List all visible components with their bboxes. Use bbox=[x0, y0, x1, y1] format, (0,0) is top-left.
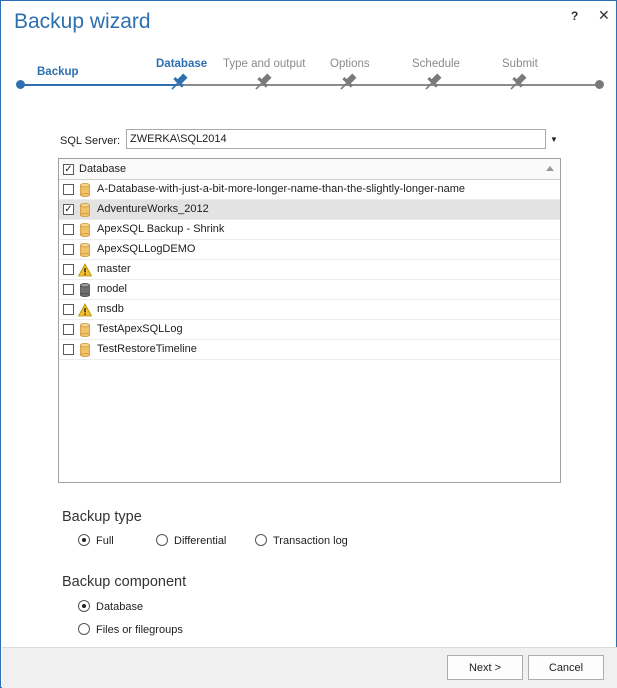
sql-server-input[interactable]: ZWERKA\SQL2014 bbox=[126, 129, 546, 149]
row-checkbox[interactable] bbox=[63, 284, 74, 295]
row-checkbox[interactable] bbox=[63, 244, 74, 255]
wizard-stepper bbox=[1, 51, 617, 101]
database-name: ApexSQL Backup - Shrink bbox=[97, 223, 225, 235]
table-row[interactable] bbox=[59, 220, 560, 240]
backup-type-full-label[interactable]: Full bbox=[96, 535, 114, 547]
row-checkbox[interactable] bbox=[63, 224, 74, 235]
start-dot bbox=[16, 80, 25, 89]
pin-icon bbox=[508, 71, 528, 93]
step-type-and-output[interactable]: Type and output bbox=[223, 58, 306, 70]
backup-type-transaction-log-label[interactable]: Transaction log bbox=[273, 535, 348, 547]
step-backup[interactable]: Backup bbox=[37, 66, 79, 78]
row-checkbox[interactable] bbox=[63, 264, 74, 275]
pin-icon bbox=[423, 71, 443, 93]
backup-type-differential-label[interactable]: Differential bbox=[174, 535, 227, 547]
database-name: msdb bbox=[97, 303, 124, 315]
help-button[interactable]: ? bbox=[571, 9, 579, 23]
database-icon bbox=[80, 323, 90, 337]
sort-ascending-icon[interactable] bbox=[546, 166, 554, 171]
sql-server-dropdown-button[interactable] bbox=[546, 129, 562, 149]
sql-server-label: SQL Server: bbox=[60, 135, 121, 147]
table-row[interactable] bbox=[59, 280, 560, 300]
database-name: AdventureWorks_2012 bbox=[97, 203, 209, 215]
database-grid bbox=[58, 158, 561, 483]
end-dot bbox=[595, 80, 604, 89]
backup-type-title: Backup type bbox=[62, 509, 142, 525]
window-title: Backup wizard bbox=[14, 10, 151, 33]
progress-line-pending bbox=[178, 84, 598, 86]
warning-icon bbox=[78, 263, 92, 277]
component-files-label[interactable]: Files or filegroups bbox=[96, 624, 183, 636]
step-options[interactable]: Options bbox=[330, 58, 370, 70]
database-icon bbox=[80, 183, 90, 197]
step-database[interactable]: Database bbox=[156, 58, 208, 70]
database-name: ApexSQLLogDEMO bbox=[97, 243, 196, 255]
pin-icon bbox=[338, 71, 358, 93]
warning-icon bbox=[78, 303, 92, 317]
backup-type-differential-radio[interactable] bbox=[156, 534, 168, 546]
grid-header-label: Database bbox=[79, 163, 127, 175]
table-row[interactable] bbox=[59, 240, 560, 260]
database-icon bbox=[80, 223, 90, 237]
row-checkbox[interactable] bbox=[63, 344, 74, 355]
chevron-down-icon: ▼ bbox=[550, 134, 558, 144]
progress-line-done bbox=[20, 84, 178, 86]
cancel-button[interactable]: Cancel bbox=[528, 655, 604, 680]
select-all-checkbox[interactable]: ✓ bbox=[64, 164, 73, 175]
database-icon bbox=[80, 203, 90, 217]
system-database-icon bbox=[80, 283, 90, 297]
database-name: TestRestoreTimeline bbox=[97, 343, 197, 355]
component-files-radio[interactable] bbox=[78, 623, 90, 635]
backup-component-title: Backup component bbox=[62, 574, 187, 590]
database-name: model bbox=[97, 283, 127, 295]
database-name: master bbox=[97, 263, 131, 275]
database-name: TestApexSQLLog bbox=[97, 323, 183, 335]
grid-header bbox=[59, 159, 560, 180]
database-icon bbox=[80, 343, 90, 357]
grid-rows bbox=[59, 180, 560, 360]
step-schedule[interactable]: Schedule bbox=[412, 58, 460, 70]
row-checkbox[interactable] bbox=[63, 324, 74, 335]
table-row[interactable] bbox=[59, 260, 560, 280]
footer-bar bbox=[2, 647, 617, 688]
database-icon bbox=[80, 243, 90, 257]
component-database-label[interactable]: Database bbox=[96, 601, 144, 613]
row-checkbox[interactable]: ✓ bbox=[64, 204, 73, 215]
database-name: A-Database-with-just-a-bit-more-longer-name-than-the-slightly-longer-name bbox=[97, 183, 466, 195]
table-row[interactable] bbox=[59, 200, 560, 220]
table-row[interactable] bbox=[59, 320, 560, 340]
backup-type-transaction-log-radio[interactable] bbox=[255, 534, 267, 546]
component-database-radio[interactable] bbox=[78, 600, 90, 612]
table-row[interactable] bbox=[59, 180, 560, 200]
close-button[interactable]: ✕ bbox=[598, 7, 610, 23]
row-checkbox[interactable] bbox=[63, 304, 74, 315]
pin-icon bbox=[169, 71, 189, 93]
step-submit[interactable]: Submit bbox=[502, 58, 538, 70]
table-row[interactable] bbox=[59, 340, 560, 360]
next-button[interactable]: Next > bbox=[447, 655, 523, 680]
backup-type-full-radio[interactable] bbox=[78, 534, 90, 546]
pin-icon bbox=[253, 71, 273, 93]
table-row[interactable] bbox=[59, 300, 560, 320]
row-checkbox[interactable] bbox=[63, 184, 74, 195]
